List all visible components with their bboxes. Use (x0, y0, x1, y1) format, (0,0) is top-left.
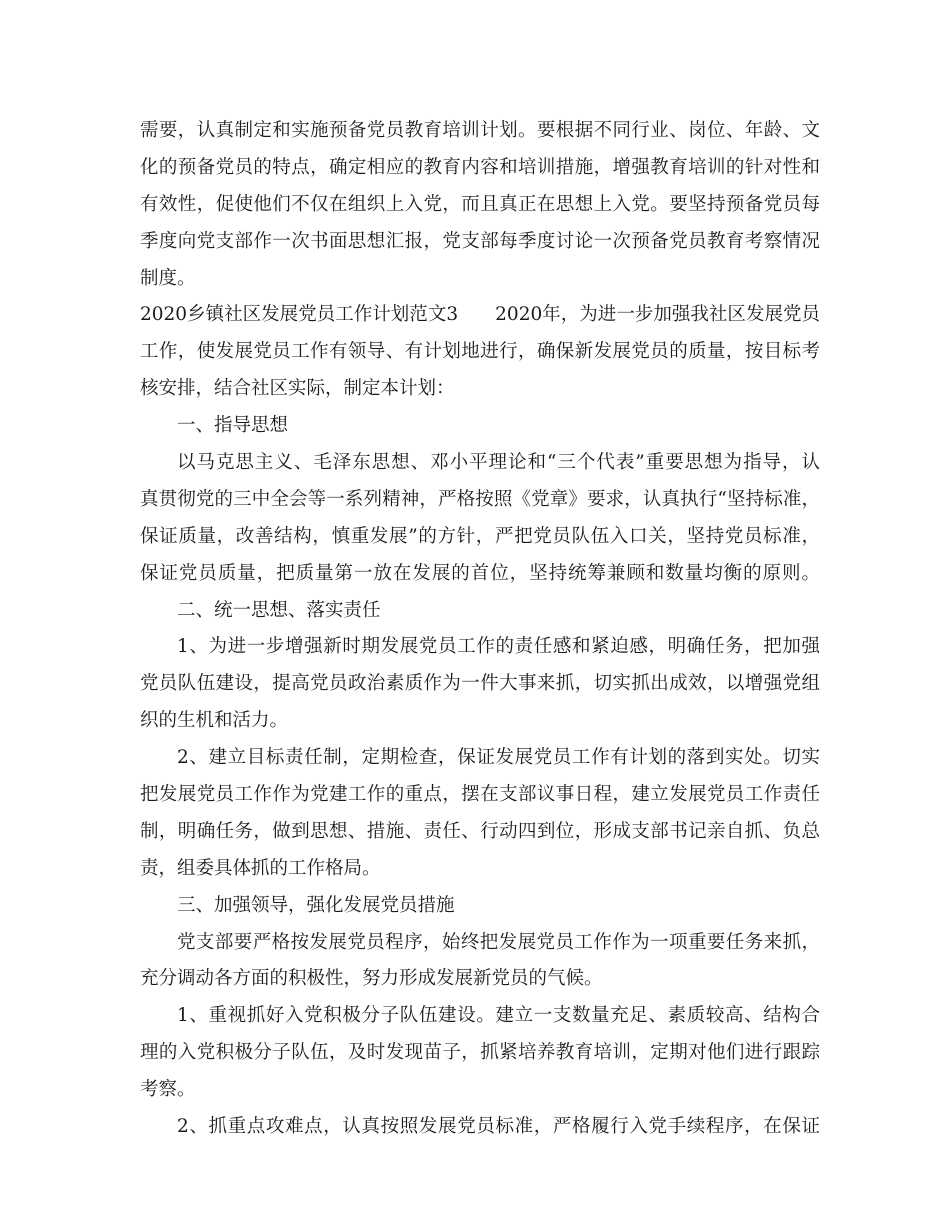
text-line: 二、统一思想、落实责任 (177, 599, 381, 621)
text-line: 2、建立目标责任制，定期检查，保证发展党员工作有计划的落到实处。切实 (177, 747, 820, 769)
text-line: 1、重视抓好入党积极分子队伍建设。建立一支数量充足、素质较高、结构合 (177, 1005, 820, 1027)
text-line: 核安排，结合社区实际，制定本计划： (140, 378, 455, 400)
text-line: 一、指导思想 (177, 415, 289, 437)
text-line: 制度。 (140, 267, 196, 289)
text-line: 考察。 (140, 1079, 196, 1101)
text-line: 1、为进一步增强新时期发展党员工作的责任感和紧迫感，明确任务，把加强 (177, 636, 820, 658)
text-line: 责，组委具体抓的工作格局。 (140, 857, 381, 879)
text-line: 保证质量，改善结构，慎重发展”的方针，严把党员队伍入口关，坚持党员标准， (140, 525, 820, 547)
document-body (140, 113, 820, 1146)
text-line: 以马克思主义、毛泽东思想、邓小平理论和“三个代表”重要思想为指导，认 (177, 452, 820, 474)
text-line: 织的生机和活力。 (140, 710, 289, 732)
text-line: 三、加强领导，强化发展党员措施 (177, 894, 455, 916)
text-line: 2、抓重点攻难点，认真按照发展党员标准，严格履行入党手续程序，在保证 (177, 1116, 820, 1138)
text-line: 党支部要严格按发展党员程序，始终把发展党员工作作为一项重要任务来抓， (177, 931, 820, 953)
text-line: 有效性，促使他们不仅在组织上入党，而且真正在思想上入党。要坚持预备党员每 (140, 193, 820, 215)
text-line: 2020乡镇社区发展党员工作计划范文3 2020年，为进一步加强我社区发展党员 (140, 304, 820, 326)
text-line: 化的预备党员的特点，确定相应的教育内容和培训措施，增强教育培训的针对性和 (140, 156, 820, 178)
text-line: 工作，使发展党员工作有领导、有计划地进行，确保新发展党员的质量，按目标考 (140, 341, 820, 363)
text-line: 季度向党支部作一次书面思想汇报，党支部每季度讨论一次预备党员教育考察情况 (140, 230, 820, 252)
text-line: 党员队伍建设，提高党员政治素质作为一件大事来抓，切实抓出成效，以增强党组 (140, 673, 820, 695)
text-line: 真贯彻党的三中全会等一系列精神，严格按照《党章》要求，认真执行“坚持标准， (140, 488, 820, 510)
text-line: 制，明确任务，做到思想、措施、责任、行动四到位，形成支部书记亲自抓、负总 (140, 820, 820, 842)
text-line: 理的入党积极分子队伍，及时发现苗子，抓紧培养教育培训，定期对他们进行跟踪 (140, 1042, 820, 1064)
text-line: 把发展党员工作作为党建工作的重点，摆在支部议事日程，建立发展党员工作责任 (140, 784, 820, 806)
text-line: 充分调动各方面的积极性，努力形成发展新党员的气候。 (140, 968, 603, 990)
text-line: 需要，认真制定和实施预备党员教育培训计划。要根据不同行业、岗位、年龄、文 (140, 120, 820, 141)
text-line: 保证党员质量，把质量第一放在发展的首位，坚持统筹兼顾和数量均衡的原则。 (140, 562, 820, 584)
